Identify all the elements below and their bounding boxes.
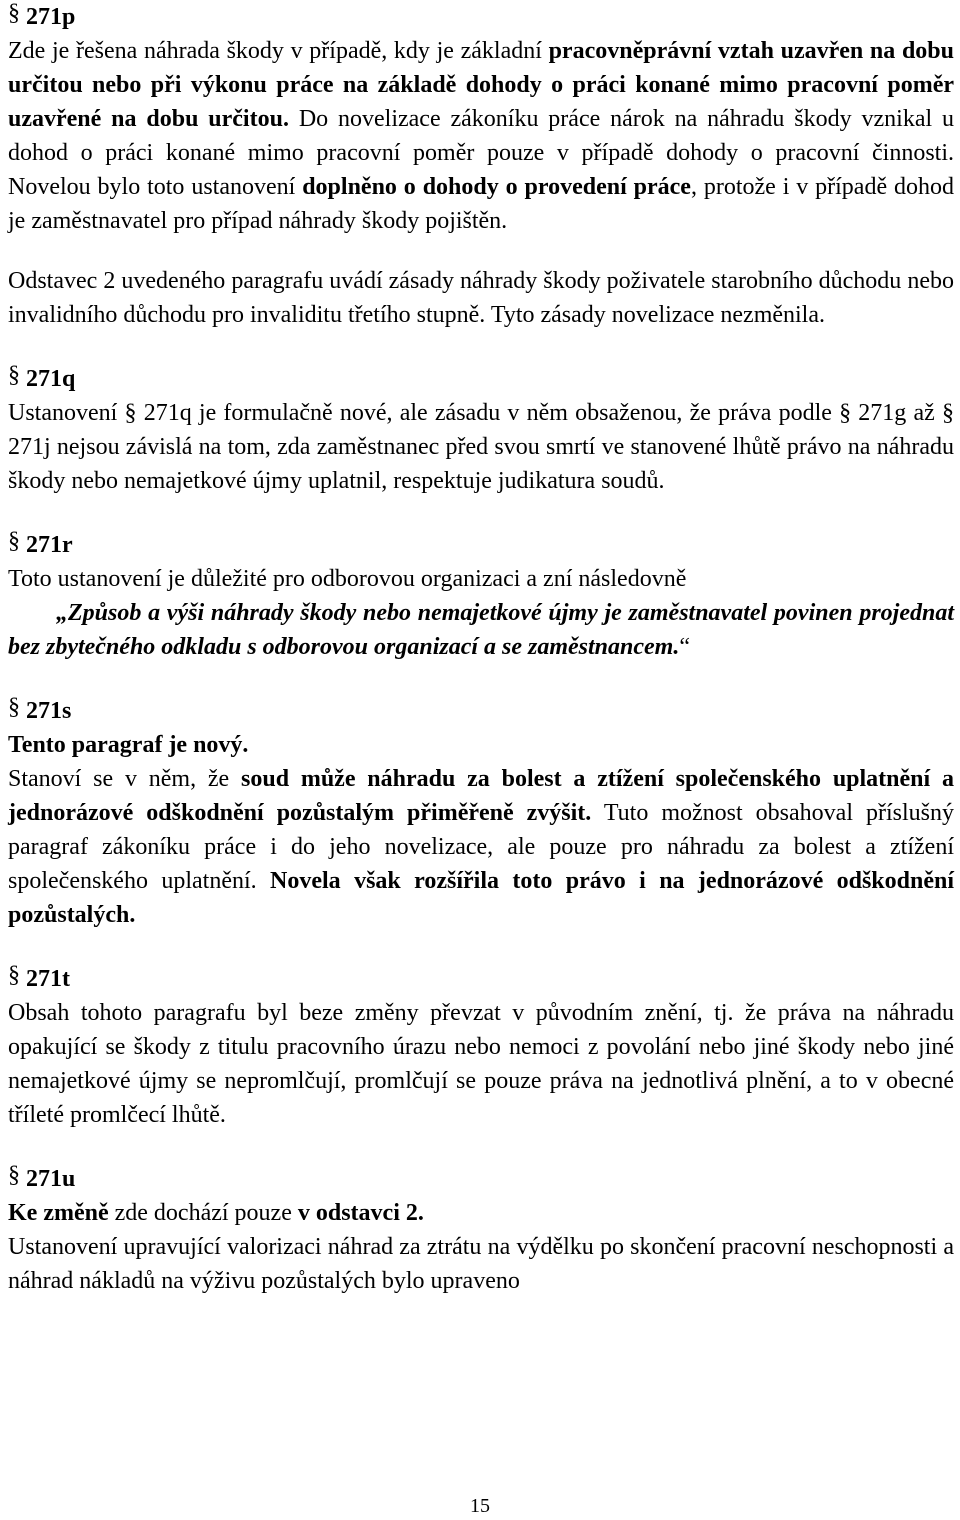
section-heading: § 271t	[8, 962, 70, 992]
section-symbol: §	[8, 694, 20, 720]
paragraph: Stanoví se v něm, že soud může náhradu za bolest a ztížení společenského uplatnění a jednorázové odškodnění pozůstalým přiměřeně zvýšit. Tuto možnost obsahoval příslušný paragraf zákoníku práce i do jeho novelizace, ale pouze pro náhradu za bolest a ztížení společenského uplatnění. Novela však rozšířila toto právo i na jednorázové odškodnění pozůstalých.	[8, 766, 954, 928]
section-271s	[8, 694, 954, 932]
section-heading: § 271p	[8, 0, 76, 30]
section-symbol: §	[8, 0, 20, 26]
section-271t	[8, 962, 954, 1132]
section-271u	[8, 1162, 954, 1298]
section-271r	[8, 528, 954, 664]
paragraph: Ustanovení § 271q je formulačně nové, ale zásadu v něm obsaženou, že práva podle § 271g až § 271j nejsou závislá na tom, zda zaměstnanec před svou smrtí ve stanovené lhůtě právo na náhradu škody nebo nemajetkové újmy uplatnil, respektuje judikatura soudů.	[8, 400, 954, 494]
section-heading: § 271r	[8, 528, 73, 558]
section-symbol: §	[8, 1162, 20, 1188]
page-number: 15	[470, 1495, 490, 1517]
section-heading: § 271s	[8, 694, 72, 724]
document-page	[8, 0, 954, 1298]
section-271p	[8, 0, 954, 332]
paragraph: Ke změně zde dochází pouze v odstavci 2.	[8, 1200, 424, 1226]
paragraph: Zde je řešena náhrada škody v případě, kdy je základní pracovněprávní vztah uzavřen na dobu určitou nebo při výkonu práce na základě dohody o práci konané mimo pracovní poměr uzavřené na dobu určitou. Do novelizace zákoníku práce nárok na náhradu škody vznikal u dohod o práci konané mimo pracovní poměr pouze v případě dohody o pracovní činnosti. Novelou bylo toto ustanovení doplněno o dohody o provedení práce, protože i v případě dohod je zaměstnavatel pro případ náhrady škody pojištěn.	[8, 38, 954, 234]
paragraph: Ustanovení upravující valorizaci náhrad za ztrátu na výdělku po skončení pracovní neschopnosti a náhrad nákladů na výživu pozůstalých bylo upraveno	[8, 1234, 954, 1294]
paragraph: Tento paragraf je nový.	[8, 732, 249, 758]
paragraph: Obsah tohoto paragrafu byl beze změny převzat v původním znění, tj. že práva na náhradu opakující se škody z titulu pracovního úrazu nebo nemoci z povolání nebo jiné škody nebo jiné nemajetkové újmy se nepromlčují, promlčují se pouze práva na jednotlivá plnění, a to v obecné tříleté promlčecí lhůtě.	[8, 1000, 954, 1128]
section-symbol: §	[8, 962, 20, 988]
quote: „Způsob a výši náhrady škody nebo nemajetkové újmy je zaměstnavatel povinen projednat bez zbytečného odkladu s odborovou organizací a se zaměstnancem.“	[8, 600, 954, 660]
section-271q	[8, 362, 954, 498]
paragraph: Toto ustanovení je důležité pro odborovou organizaci a zní následovně	[8, 566, 687, 592]
section-symbol: §	[8, 362, 20, 388]
section-symbol: §	[8, 528, 20, 554]
section-heading: § 271u	[8, 1162, 76, 1192]
section-heading: § 271q	[8, 362, 76, 392]
paragraph: Odstavec 2 uvedeného paragrafu uvádí zásady náhrady škody poživatele starobního důchodu nebo invalidního důchodu pro invaliditu třetího stupně. Tyto zásady novelizace nezměnila.	[8, 268, 954, 328]
